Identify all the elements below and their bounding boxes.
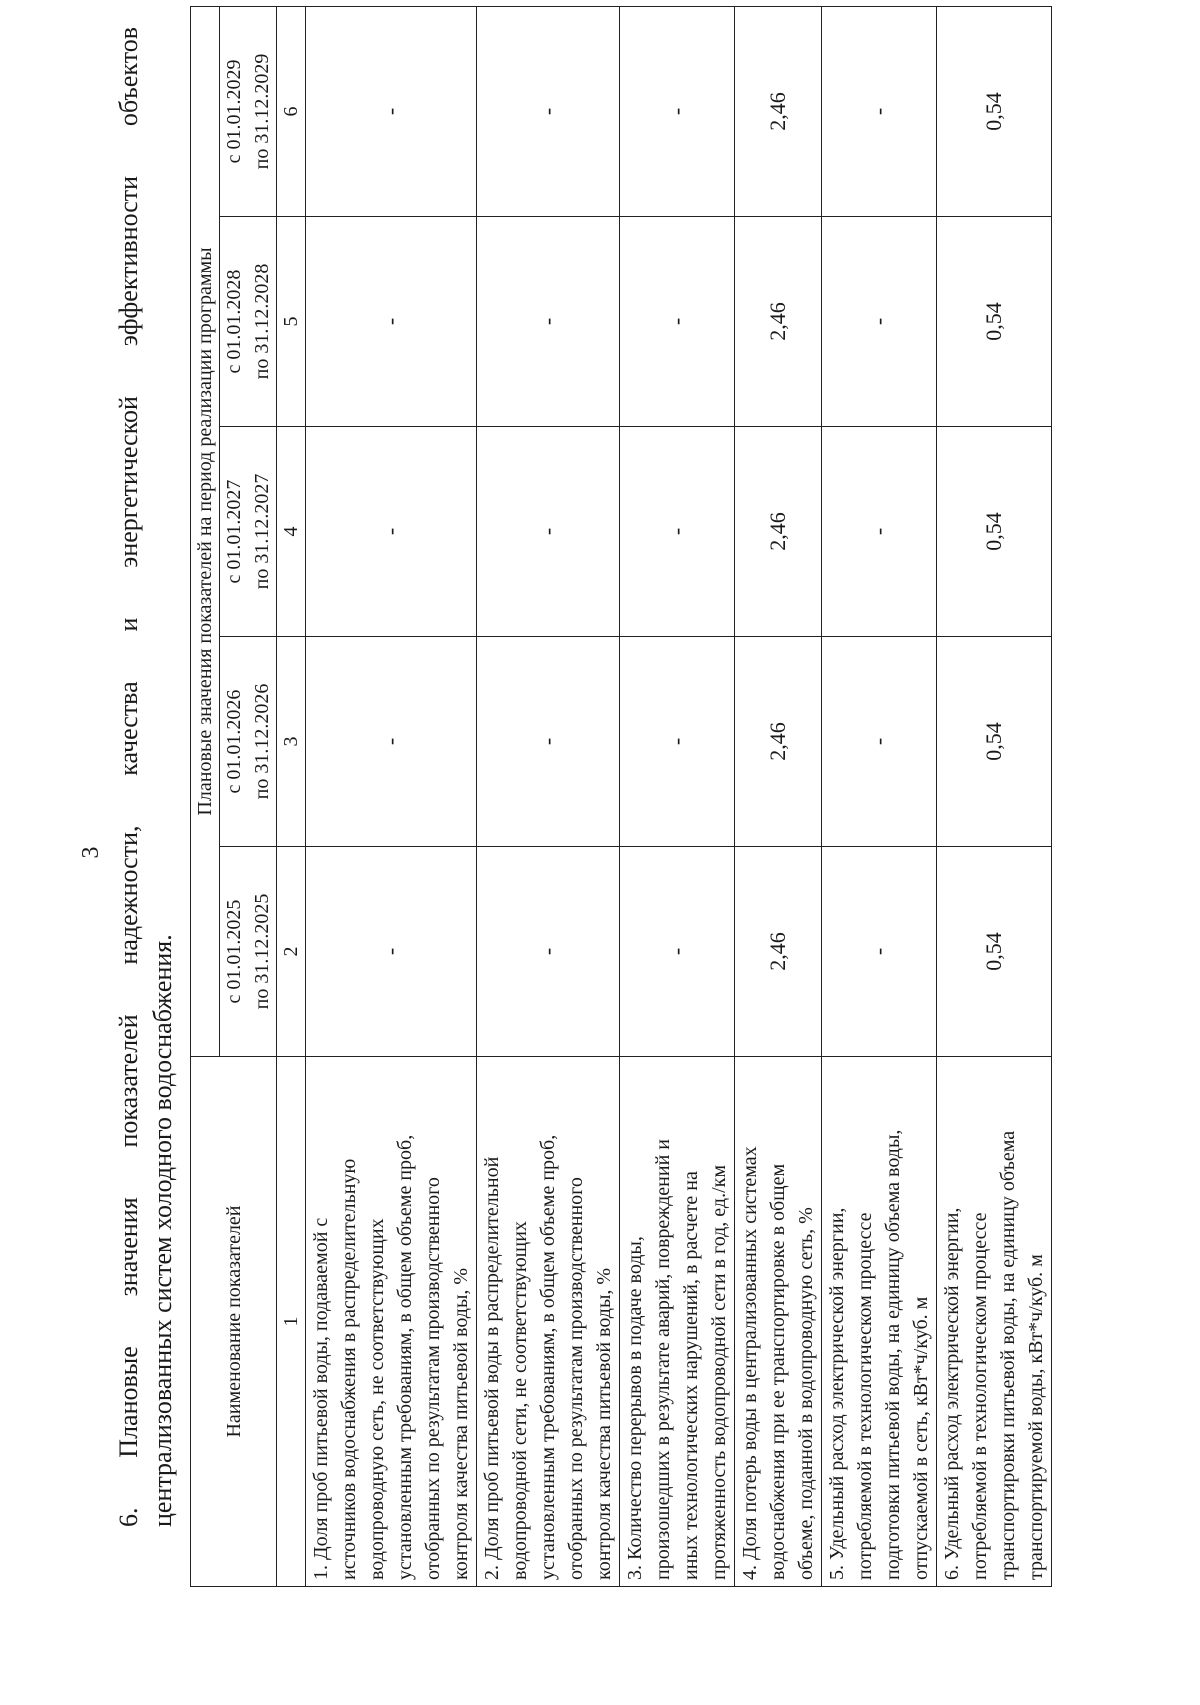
column-number: 1 [277,1057,306,1587]
period-header: с 01.01.2026 по 31.12.2026 [220,637,277,847]
indicator-name: 1. Доля проб питьевой воды, подаваемой с источников водоснабжения в распределительную водопроводную сеть, не соответствующих установленным требованиям, в общем объеме проб, отобранных по результатам производственного контроля качества питьевой воды, % [306,1057,477,1587]
period-header: с 01.01.2025 по 31.12.2025 [220,847,277,1057]
column-number-row [277,6,306,1586]
name-column-header: Наименование показателей [191,1057,277,1587]
period-header: с 01.01.2029 по 31.12.2029 [220,6,277,216]
indicator-value: - [620,217,735,427]
header-row-group [191,6,220,1586]
page-number: 3 [78,846,104,859]
indicator-name: 4. Доля потерь воды в централизованных системах водоснабжения при ее транспортировке в общем объеме, поданной в водопроводную сеть, % [735,1057,822,1587]
indicator-value: 0,54 [937,427,1052,637]
indicator-value: - [477,427,620,637]
period-group-header: Плановые значения показателей на период реализации программы [191,6,220,1056]
table-row [937,6,1052,1586]
indicator-value: - [620,637,735,847]
indicator-value: - [822,217,937,427]
indicator-name: 5. Удельный расход электрической энергии, потребляемой в технологическом процессе подготовки питьевой воды, на единицу объема воды, отпускаемой в сеть, кВт*ч/куб. м [822,1057,937,1587]
indicator-value: - [306,847,477,1057]
indicator-value: - [822,427,937,637]
indicator-value: - [306,6,477,216]
indicator-value: - [620,6,735,216]
period-header: с 01.01.2028 по 31.12.2028 [220,217,277,427]
column-number: 4 [277,427,306,637]
period-header: с 01.01.2027 по 31.12.2027 [220,427,277,637]
table-row [822,6,937,1586]
indicator-value: - [620,427,735,637]
indicator-value: 0,54 [937,637,1052,847]
indicator-value: 2,46 [735,637,822,847]
indicator-name: 2. Доля проб питьевой воды в распределительной водопроводной сети, не соответствующих установленным требованиям, в общем объеме проб, отобранных по результатам производственного контроля качества питьевой воды, % [477,1057,620,1587]
indicator-value: - [822,637,937,847]
indicator-value: - [477,6,620,216]
indicator-value: - [306,427,477,637]
indicators-table [190,6,1052,1587]
indicator-value: - [822,6,937,216]
indicator-name: 3. Количество перерывов в подаче воды, произошедших в результате аварий, повреждений и иных технологических нарушений, в расчете на протяженность водопроводной сети в год, ед./км [620,1057,735,1587]
indicator-value: 2,46 [735,427,822,637]
indicator-value: - [306,217,477,427]
heading-line-1: 6. Плановые значения показателей надежности, качества и энергетической эффективности объектов [114,27,143,1527]
column-number: 5 [277,217,306,427]
column-number: 3 [277,637,306,847]
indicator-value: 2,46 [735,217,822,427]
heading-line-2: централизованных систем холодного водоснабжения. [148,934,177,1527]
indicator-value: 0,54 [937,847,1052,1057]
indicator-name: 6. Удельный расход электрической энергии, потребляемой в технологическом процессе транспортировки питьевой воды, на единицу объема транспортируемой воды, кВт*ч/куб. м [937,1057,1052,1587]
indicator-value: - [306,637,477,847]
indicator-value: - [822,847,937,1057]
indicator-value: - [477,637,620,847]
indicator-value: - [477,847,620,1057]
table-row [477,6,620,1586]
indicator-value: 2,46 [735,847,822,1057]
indicator-value: - [477,217,620,427]
column-number: 2 [277,847,306,1057]
indicator-value: 0,54 [937,6,1052,216]
indicator-value: 2,46 [735,6,822,216]
column-number: 6 [277,6,306,216]
table-row [306,6,477,1586]
indicator-value: 0,54 [937,217,1052,427]
table-row [735,6,822,1586]
table-row [620,6,735,1586]
indicator-value: - [620,847,735,1057]
section-heading [112,27,180,1527]
